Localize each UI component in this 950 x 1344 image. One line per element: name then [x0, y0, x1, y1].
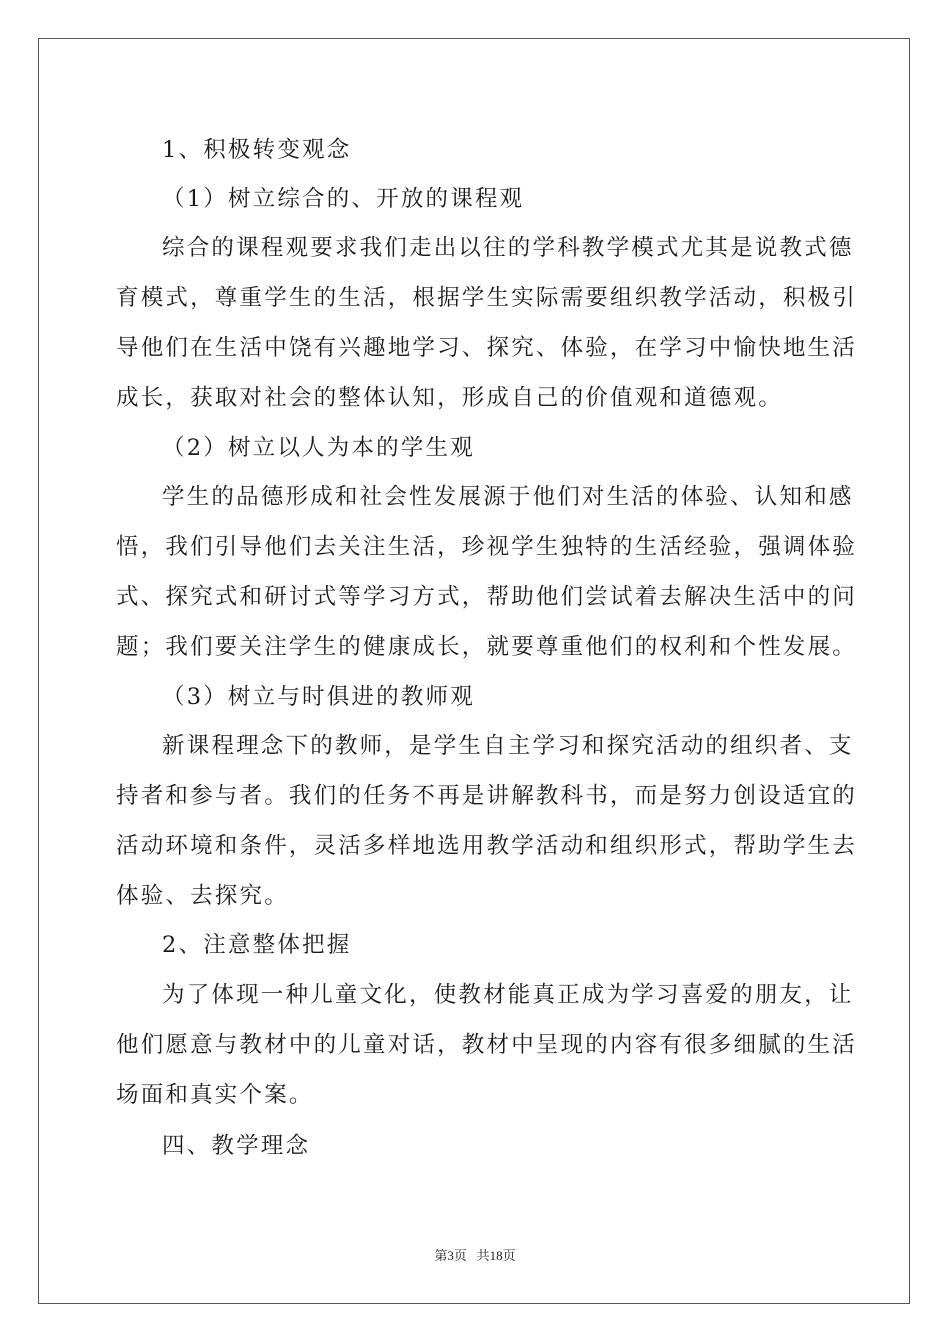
paragraph-line: 为了体现一种儿童文化，使教材能真正成为学习喜爱的朋友，让 [162, 982, 854, 1008]
page-number-footer: 第3页 共18页 [434, 1248, 516, 1263]
paragraph-line: 持者和参与者。我们的任务不再是讲解教科书，而是努力创设适宜的 [116, 783, 858, 809]
subheading-2: （2）树立以人为本的学生观 [162, 435, 475, 461]
paragraph-line: 体验、去探究。 [116, 883, 289, 909]
subheading-1: （1）树立综合的、开放的课程观 [162, 186, 525, 212]
paragraph-line: 成长，获取对社会的整体认知，形成自己的价值观和道德观。 [116, 385, 783, 411]
paragraph-line: 场面和真实个案。 [116, 1082, 314, 1108]
paragraph-line: 题；我们要关注学生的健康成长，就要尊重他们的权利和个性发展。 [116, 634, 858, 660]
heading-2: 2、注意整体把握 [162, 932, 352, 958]
heading-1: 1、积极转变观念 [162, 137, 352, 163]
section-heading: 四、教学理念 [162, 1133, 311, 1159]
subheading-3: （3）树立与时俱进的教师观 [162, 684, 475, 710]
paragraph-line: 他们愿意与教材中的儿童对话，教材中呈现的内容有很多细腻的生活 [116, 1032, 858, 1058]
paragraph-line: 育模式，尊重学生的生活，根据学生实际需要组织教学活动，积极引 [116, 285, 858, 311]
paragraph-line: 式、探究式和研讨式等学习方式，帮助他们尝试着去解决生活中的问 [116, 584, 858, 610]
paragraph-line: 悟，我们引导他们去关注生活，珍视学生独特的生活经验，强调体验 [116, 534, 858, 560]
paragraph-line: 综合的课程观要求我们走出以往的学科教学模式尤其是说教式德 [162, 235, 854, 261]
page-border [38, 38, 910, 1304]
paragraph-line: 导他们在生活中饶有兴趣地学习、探究、体验，在学习中愉快地生活 [116, 335, 858, 361]
paragraph-line: 新课程理念下的教师，是学生自主学习和探究活动的组织者、支 [162, 733, 854, 759]
paragraph-line: 活动环境和条件，灵活多样地选用教学活动和组织形式，帮助学生去 [116, 833, 858, 859]
paragraph-line: 学生的品德形成和社会性发展源于他们对生活的体验、认知和感 [162, 484, 854, 510]
